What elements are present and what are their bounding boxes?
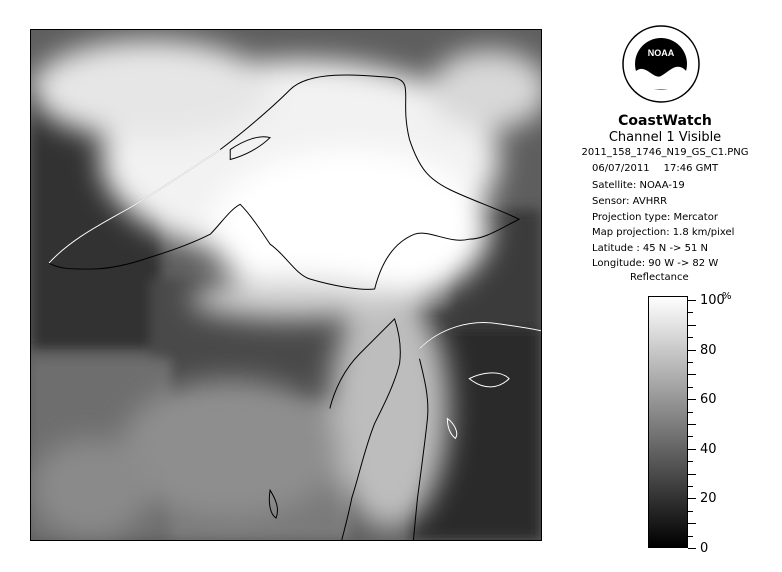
acquisition-time: 17:46 GMT xyxy=(663,163,719,174)
colorbar-tick xyxy=(688,498,696,499)
colorbar-tick xyxy=(688,350,696,351)
date-time-line xyxy=(592,163,732,174)
colorbar-tick xyxy=(688,536,693,537)
map-projection-label: Map projection: 1.8 km/pixel xyxy=(592,227,735,238)
projection-type-label: Projection type: Mercator xyxy=(592,212,718,223)
colorbar-label: 40 xyxy=(700,442,717,457)
colorbar-tick xyxy=(688,424,696,425)
colorbar-tick xyxy=(688,325,696,326)
colorbar-label: 0 xyxy=(700,541,709,556)
colorbar-title: Reflectance xyxy=(630,272,689,283)
colorbar-tick xyxy=(688,449,696,450)
colorbar-tick xyxy=(688,337,693,338)
colorbar-tick xyxy=(688,362,693,363)
colorbar-tick xyxy=(688,511,693,512)
satellite-label: Satellite: NOAA-19 xyxy=(592,180,685,191)
product-filename: 2011_158_1746_N19_GS_C1.PNG xyxy=(581,147,749,158)
colorbar-tick xyxy=(688,436,693,437)
latitude-label: Latitude : 45 N -> 51 N xyxy=(592,243,708,254)
colorbar-tick xyxy=(688,548,696,549)
product-subtitle: Channel 1 Visible xyxy=(608,130,722,145)
colorbar-unit: % xyxy=(722,291,732,302)
product-title: CoastWatch xyxy=(618,113,712,129)
colorbar-tick xyxy=(688,486,693,487)
colorbar-tick xyxy=(688,374,696,375)
acquisition-date: 06/07/2011 xyxy=(592,163,650,174)
colorbar-tick xyxy=(688,412,693,413)
colorbar-label: 80 xyxy=(700,343,717,358)
colorbar-tick xyxy=(688,300,696,301)
colorbar-label: 100 xyxy=(700,293,725,308)
colorbar-tick xyxy=(688,387,693,388)
noaa-logo xyxy=(621,24,701,104)
colorbar-tick xyxy=(688,474,696,475)
colorbar-label: 60 xyxy=(700,392,717,407)
logo-agency-text: NOAA xyxy=(647,48,675,58)
colorbar-label: 20 xyxy=(700,491,717,506)
reflectance-colorbar xyxy=(648,296,688,548)
colorbar-tick xyxy=(688,312,693,313)
colorbar-tick xyxy=(688,461,693,462)
sensor-label: Sensor: AVHRR xyxy=(592,196,668,207)
colorbar-tick xyxy=(688,523,696,524)
colorbar-tick xyxy=(688,399,696,400)
longitude-label: Longitude: 90 W -> 82 W xyxy=(592,258,719,269)
satellite-image xyxy=(30,29,542,541)
